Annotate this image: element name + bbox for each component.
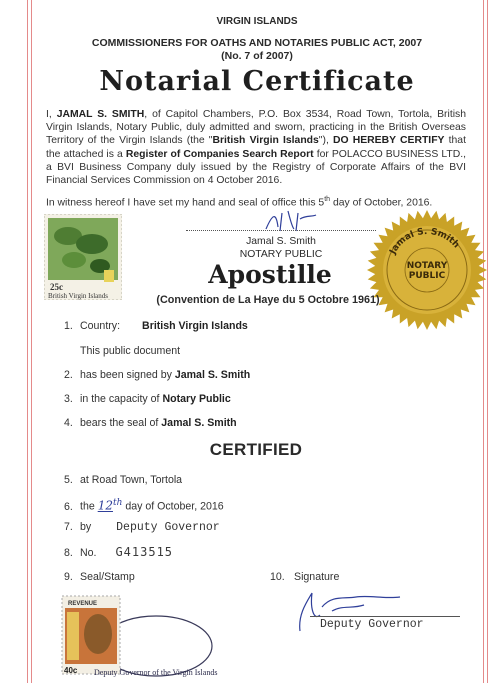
postage-stamp: [44, 214, 122, 300]
body-text: "),: [318, 135, 333, 147]
signature-title: Deputy Governor: [320, 618, 424, 631]
apostille-item-4: [64, 417, 237, 429]
apostille-item-7: [64, 521, 220, 534]
apostille-item-10: [270, 571, 339, 583]
gold-seal-graphic: [365, 208, 489, 332]
signatory-block: [186, 235, 376, 261]
right-red-rule: [483, 0, 484, 683]
capacity-value: Notary Public: [162, 393, 231, 405]
body-text: for POLACCO BUSINESS LTD., a BVI Business Company duly issued by the Registry of Corporate Affairs of the BVI Financial Services Commission on 4 October 2016.: [46, 148, 466, 187]
postage-stamp-image: [44, 214, 122, 300]
public-document-line: This public document: [80, 345, 181, 357]
stamp-value: 25c: [50, 282, 63, 292]
apostille-item-6: [64, 498, 224, 513]
apostille-item-1: [64, 320, 248, 332]
apostille-item-9: [64, 571, 135, 583]
seal-middle-text: NOTARY: [406, 261, 448, 271]
item-number: 5.: [64, 474, 73, 486]
item-label: Seal/Stamp: [80, 571, 135, 583]
apostille-item-5: [64, 474, 182, 486]
item-number: 8.: [64, 547, 73, 559]
apostille-item-3: [64, 393, 231, 405]
item-number: 3.: [64, 393, 73, 405]
certificate-title: Notarial Certificate: [99, 66, 415, 97]
item-number: 4.: [64, 417, 73, 429]
body-text: I,: [46, 109, 57, 120]
territory-name: British Virgin Islands: [212, 135, 319, 147]
item-label: No.: [80, 547, 97, 559]
act-title: COMMISSIONERS FOR OATHS AND NOTARIES PUBLIC ACT, 2007: [91, 37, 423, 49]
certified-heading: CERTIFIED: [209, 440, 303, 459]
right-red-rule: [487, 0, 488, 683]
item-label: Country:: [80, 320, 121, 332]
item-label: has been signed by: [80, 369, 172, 381]
act-number: (No. 7 of 2007): [221, 50, 293, 62]
item-label: by: [80, 521, 92, 533]
item-label: in the capacity of: [80, 393, 160, 405]
body-text: , of Capitol Chambers, P.O. Box 3534, Road Town, Tortola, British Virgin Islands, Notary Public, duly admitted and sworn, practicing in the British Overseas Territory of the Virgin Islands (the ": [46, 109, 467, 147]
signature-line: [310, 616, 460, 617]
left-red-rule: [27, 0, 28, 683]
witness-text: day of October, 2016.: [330, 197, 433, 209]
item-label: bears the seal of: [80, 417, 159, 429]
signed-by-value: Jamal S. Smith: [174, 369, 251, 381]
item-number: 2.: [64, 369, 73, 381]
seal-outer-text: Jamal S. Smith: [388, 226, 462, 257]
witness-line: [46, 196, 432, 208]
item-number: 7.: [64, 521, 73, 533]
revenue-value: 40c: [64, 666, 78, 675]
governor-seal-text: Deputy Governor of the Virgin Islands: [94, 668, 218, 677]
stamp-country: British Virgin Islands: [48, 292, 108, 300]
header-act: [40, 37, 474, 63]
do-hereby-certify: DO HEREBY CERTIFY: [333, 135, 445, 147]
apostille-number: G413515: [115, 545, 174, 559]
date-rest: day of October, 2016: [125, 500, 224, 513]
revenue-stamp-graphic: [58, 594, 218, 683]
signature-dotted-line: [186, 230, 376, 231]
handwritten-day: 12: [97, 498, 113, 513]
item-number: 1.: [64, 320, 73, 332]
country-value: British Virgin Islands: [142, 320, 248, 332]
revenue-label: REVENUE: [68, 601, 98, 607]
apostille-title: Apostille: [208, 260, 332, 289]
handwritten-day-suffix: th: [112, 498, 123, 508]
item-number: 9.: [64, 571, 73, 583]
notary-gold-seal: [365, 208, 489, 332]
left-red-rule: [31, 0, 32, 683]
item-label: Signature: [294, 571, 340, 583]
document-type: Register of Companies Search Report: [125, 148, 314, 160]
item-number: 6.: [64, 500, 73, 513]
header-country: VIRGIN ISLANDS: [216, 16, 298, 27]
signatory-title: NOTARY PUBLIC: [239, 249, 323, 260]
seal-of-value: Jamal S. Smith: [161, 417, 237, 429]
revenue-stamp: [58, 594, 218, 683]
authority-value: Deputy Governor: [116, 521, 220, 534]
body-text: that the attached is a: [46, 135, 466, 160]
notary-name: JAMAL S. SMITH: [56, 109, 145, 120]
witness-text: In witness hereof I have set my hand and seal of office this 5: [46, 197, 325, 209]
signatory-name: Jamal S. Smith: [246, 236, 316, 247]
apostille-item-2: [64, 369, 250, 381]
convention-line: (Convention de La Haye du 5 Octobre 1961): [156, 294, 380, 306]
item-label: the: [80, 500, 95, 513]
seal-lower-text: PUBLIC: [408, 271, 446, 281]
apostille-item-8: [64, 545, 173, 559]
item-number: 10.: [270, 571, 285, 583]
certificate-body: [46, 108, 466, 187]
witness-suffix: th: [324, 196, 331, 203]
place-value: at Road Town, Tortola: [80, 474, 183, 486]
